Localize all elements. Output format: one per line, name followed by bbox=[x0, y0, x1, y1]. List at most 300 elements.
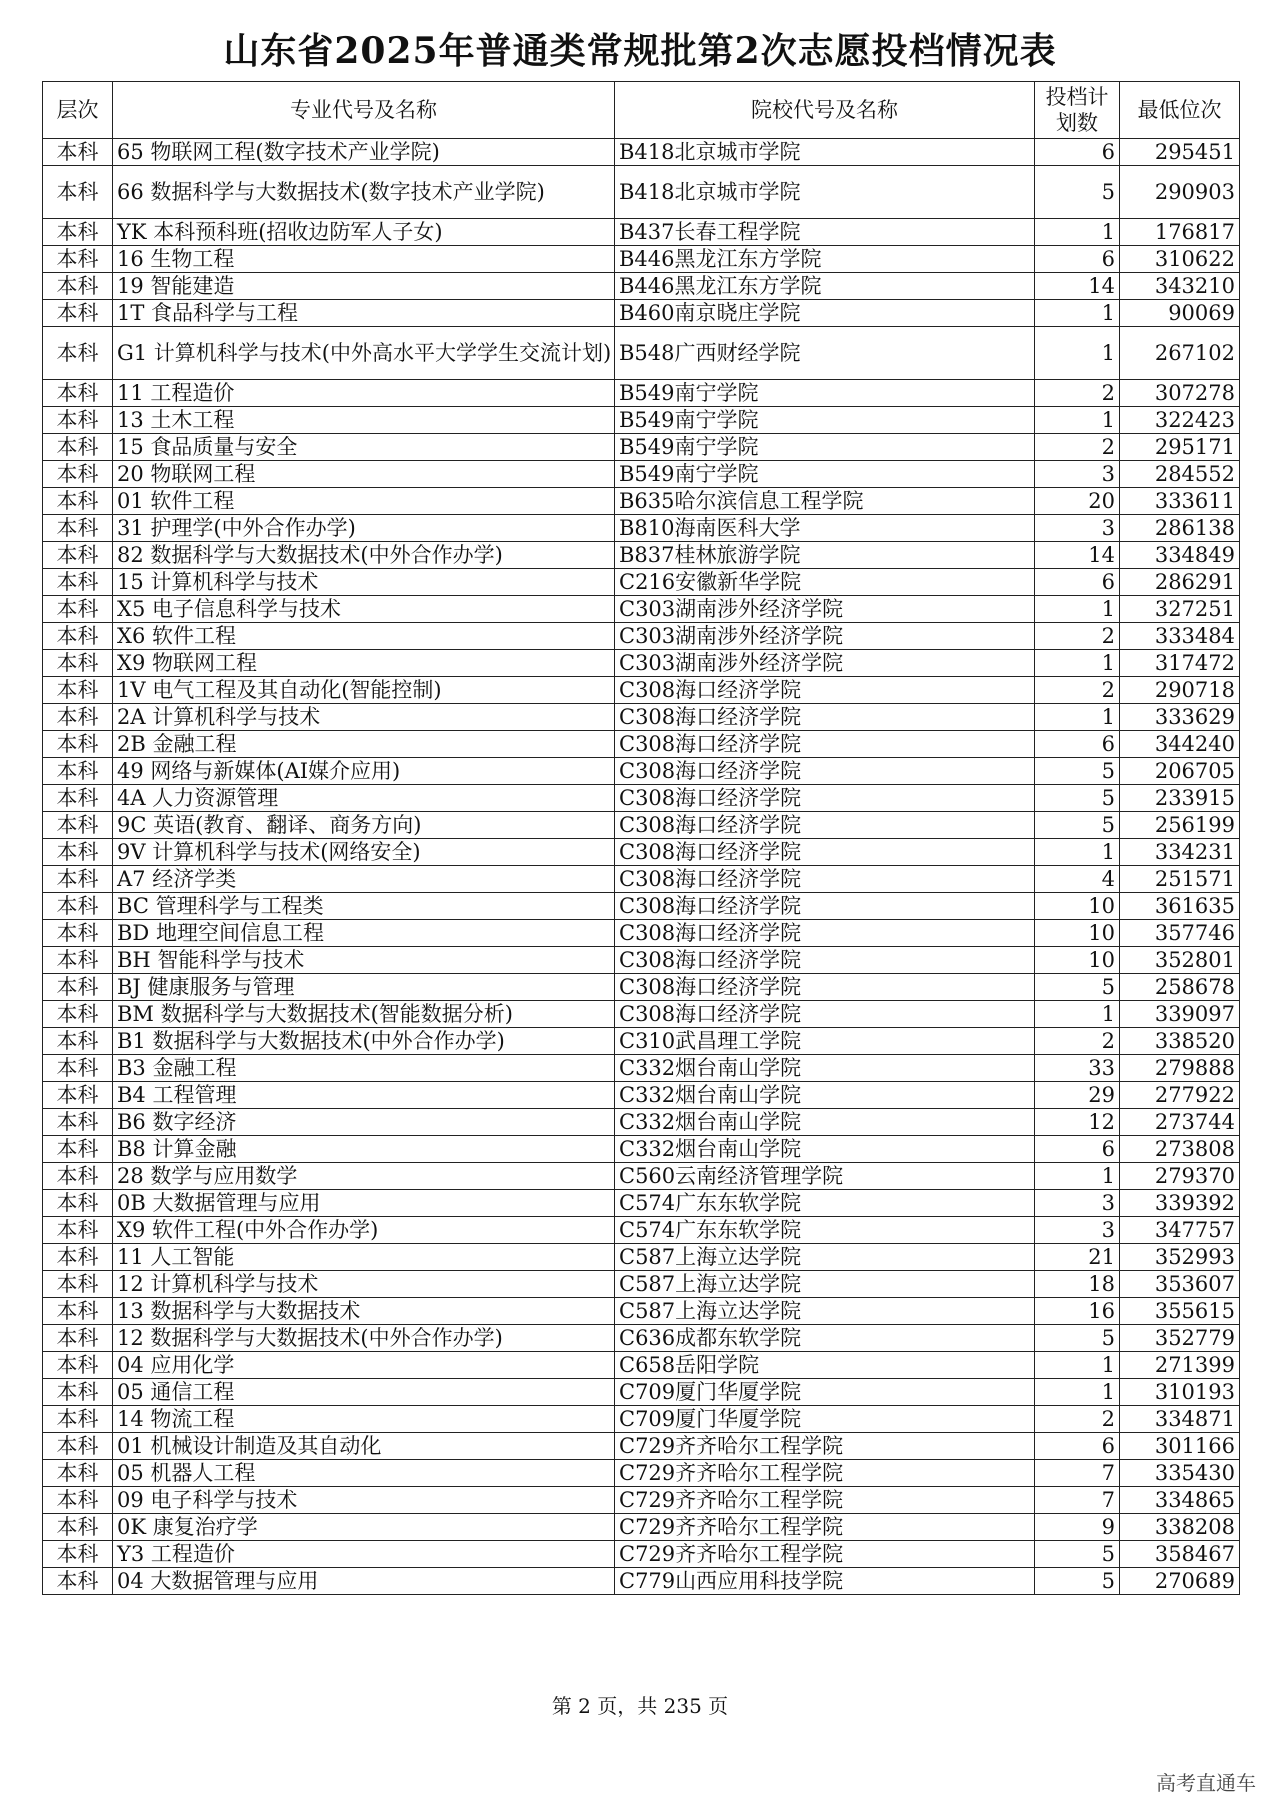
cell-plan: 1 bbox=[1035, 300, 1120, 327]
cell-school: C729齐齐哈尔工程学院 bbox=[615, 1433, 1035, 1460]
page-footer: 第 2 页，共 235 页 bbox=[551, 1694, 729, 1718]
cell-major: 2A 计算机科学与技术 bbox=[113, 704, 615, 731]
table-row bbox=[43, 974, 1240, 1001]
table-row bbox=[43, 246, 1240, 273]
cell-rank: 334849 bbox=[1120, 542, 1240, 569]
cell-major: 31 护理学(中外合作办学) bbox=[113, 515, 615, 542]
cell-school: B549南宁学院 bbox=[615, 407, 1035, 434]
table-row bbox=[43, 1136, 1240, 1163]
cell-plan: 14 bbox=[1035, 542, 1120, 569]
cell-school: C709厦门华厦学院 bbox=[615, 1379, 1035, 1406]
cell-level: 本科 bbox=[43, 1514, 113, 1541]
cell-plan: 12 bbox=[1035, 1109, 1120, 1136]
cell-major: B3 金融工程 bbox=[113, 1055, 615, 1082]
cell-level: 本科 bbox=[43, 893, 113, 920]
cell-rank: 290903 bbox=[1120, 166, 1240, 219]
admission-table bbox=[42, 81, 1240, 1595]
cell-plan: 1 bbox=[1035, 327, 1120, 380]
cell-plan: 14 bbox=[1035, 273, 1120, 300]
cell-rank: 333629 bbox=[1120, 704, 1240, 731]
cell-level: 本科 bbox=[43, 758, 113, 785]
header-row bbox=[43, 82, 1240, 139]
table-row bbox=[43, 1190, 1240, 1217]
cell-rank: 310193 bbox=[1120, 1379, 1240, 1406]
cell-school: C587上海立达学院 bbox=[615, 1271, 1035, 1298]
cell-major: 4A 人力资源管理 bbox=[113, 785, 615, 812]
cell-level: 本科 bbox=[43, 327, 113, 380]
cell-plan: 9 bbox=[1035, 1514, 1120, 1541]
header-level: 层次 bbox=[43, 82, 113, 139]
cell-rank: 352993 bbox=[1120, 1244, 1240, 1271]
cell-school: C308海口经济学院 bbox=[615, 1001, 1035, 1028]
table-row bbox=[43, 1244, 1240, 1271]
cell-rank: 277922 bbox=[1120, 1082, 1240, 1109]
cell-level: 本科 bbox=[43, 488, 113, 515]
cell-level: 本科 bbox=[43, 1352, 113, 1379]
header-rank: 最低位次 bbox=[1120, 82, 1240, 139]
cell-school: C303湖南涉外经济学院 bbox=[615, 623, 1035, 650]
cell-major: Y3 工程造价 bbox=[113, 1541, 615, 1568]
cell-school: C332烟台南山学院 bbox=[615, 1136, 1035, 1163]
cell-rank: 357746 bbox=[1120, 920, 1240, 947]
table-row bbox=[43, 785, 1240, 812]
watermark-text: 高考直通车 bbox=[1156, 1771, 1256, 1795]
cell-level: 本科 bbox=[43, 1406, 113, 1433]
cell-major: 01 机械设计制造及其自动化 bbox=[113, 1433, 615, 1460]
table-row bbox=[43, 704, 1240, 731]
cell-level: 本科 bbox=[43, 623, 113, 650]
cell-level: 本科 bbox=[43, 731, 113, 758]
table-row bbox=[43, 461, 1240, 488]
cell-school: C332烟台南山学院 bbox=[615, 1082, 1035, 1109]
cell-plan: 5 bbox=[1035, 166, 1120, 219]
cell-level: 本科 bbox=[43, 380, 113, 407]
cell-school: C332烟台南山学院 bbox=[615, 1055, 1035, 1082]
table-row bbox=[43, 839, 1240, 866]
cell-rank: 290718 bbox=[1120, 677, 1240, 704]
cell-school: C308海口经济学院 bbox=[615, 893, 1035, 920]
table-row bbox=[43, 407, 1240, 434]
cell-major: BJ 健康服务与管理 bbox=[113, 974, 615, 1001]
cell-plan: 5 bbox=[1035, 785, 1120, 812]
cell-rank: 317472 bbox=[1120, 650, 1240, 677]
table-row bbox=[43, 812, 1240, 839]
cell-rank: 286291 bbox=[1120, 569, 1240, 596]
cell-rank: 258678 bbox=[1120, 974, 1240, 1001]
cell-level: 本科 bbox=[43, 434, 113, 461]
cell-school: C308海口经济学院 bbox=[615, 839, 1035, 866]
cell-school: C636成都东软学院 bbox=[615, 1325, 1035, 1352]
cell-school: C779山西应用科技学院 bbox=[615, 1568, 1035, 1595]
table-row bbox=[43, 569, 1240, 596]
cell-rank: 270689 bbox=[1120, 1568, 1240, 1595]
cell-major: 9C 英语(教育、翻译、商务方向) bbox=[113, 812, 615, 839]
cell-level: 本科 bbox=[43, 1109, 113, 1136]
cell-rank: 301166 bbox=[1120, 1433, 1240, 1460]
cell-major: 28 数学与应用数学 bbox=[113, 1163, 615, 1190]
table-row bbox=[43, 623, 1240, 650]
cell-major: 20 物联网工程 bbox=[113, 461, 615, 488]
cell-rank: 284552 bbox=[1120, 461, 1240, 488]
table-row bbox=[43, 866, 1240, 893]
cell-school: C709厦门华厦学院 bbox=[615, 1406, 1035, 1433]
cell-level: 本科 bbox=[43, 650, 113, 677]
cell-school: B460南京晓庄学院 bbox=[615, 300, 1035, 327]
cell-major: 0B 大数据管理与应用 bbox=[113, 1190, 615, 1217]
cell-school: B437长春工程学院 bbox=[615, 219, 1035, 246]
cell-level: 本科 bbox=[43, 273, 113, 300]
cell-plan: 6 bbox=[1035, 1136, 1120, 1163]
cell-plan: 1 bbox=[1035, 1379, 1120, 1406]
cell-school: C308海口经济学院 bbox=[615, 758, 1035, 785]
cell-plan: 1 bbox=[1035, 650, 1120, 677]
cell-major: 82 数据科学与大数据技术(中外合作办学) bbox=[113, 542, 615, 569]
cell-plan: 21 bbox=[1035, 1244, 1120, 1271]
cell-plan: 10 bbox=[1035, 947, 1120, 974]
cell-major: G1 计算机科学与技术(中外高水平大学学生交流计划) bbox=[113, 327, 615, 380]
cell-plan: 16 bbox=[1035, 1298, 1120, 1325]
cell-level: 本科 bbox=[43, 1379, 113, 1406]
cell-school: C308海口经济学院 bbox=[615, 812, 1035, 839]
cell-major: 15 食品质量与安全 bbox=[113, 434, 615, 461]
cell-school: C574广东东软学院 bbox=[615, 1190, 1035, 1217]
cell-rank: 295171 bbox=[1120, 434, 1240, 461]
cell-level: 本科 bbox=[43, 1433, 113, 1460]
table-row bbox=[43, 1082, 1240, 1109]
cell-school: C308海口经济学院 bbox=[615, 947, 1035, 974]
table-row bbox=[43, 1217, 1240, 1244]
header-plan: 投档计划数 bbox=[1035, 82, 1120, 139]
cell-plan: 2 bbox=[1035, 677, 1120, 704]
table-row bbox=[43, 1352, 1240, 1379]
cell-level: 本科 bbox=[43, 839, 113, 866]
cell-plan: 5 bbox=[1035, 1541, 1120, 1568]
cell-school: B418北京城市学院 bbox=[615, 166, 1035, 219]
cell-major: 16 生物工程 bbox=[113, 246, 615, 273]
table-row bbox=[43, 300, 1240, 327]
table-row bbox=[43, 920, 1240, 947]
cell-school: C658岳阳学院 bbox=[615, 1352, 1035, 1379]
cell-plan: 6 bbox=[1035, 569, 1120, 596]
cell-rank: 267102 bbox=[1120, 327, 1240, 380]
cell-level: 本科 bbox=[43, 1244, 113, 1271]
cell-school: C308海口经济学院 bbox=[615, 974, 1035, 1001]
cell-level: 本科 bbox=[43, 1460, 113, 1487]
cell-major: 19 智能建造 bbox=[113, 273, 615, 300]
header-major: 专业代号及名称 bbox=[113, 82, 615, 139]
cell-major: 09 电子科学与技术 bbox=[113, 1487, 615, 1514]
cell-major: 9V 计算机科学与技术(网络安全) bbox=[113, 839, 615, 866]
table-row bbox=[43, 947, 1240, 974]
table-header bbox=[43, 82, 1240, 139]
cell-level: 本科 bbox=[43, 219, 113, 246]
cell-rank: 90069 bbox=[1120, 300, 1240, 327]
table-row bbox=[43, 1487, 1240, 1514]
cell-level: 本科 bbox=[43, 812, 113, 839]
cell-plan: 3 bbox=[1035, 515, 1120, 542]
cell-level: 本科 bbox=[43, 947, 113, 974]
table-row bbox=[43, 488, 1240, 515]
cell-level: 本科 bbox=[43, 407, 113, 434]
cell-rank: 279888 bbox=[1120, 1055, 1240, 1082]
cell-major: A7 经济学类 bbox=[113, 866, 615, 893]
cell-plan: 2 bbox=[1035, 623, 1120, 650]
cell-major: BD 地理空间信息工程 bbox=[113, 920, 615, 947]
cell-rank: 310622 bbox=[1120, 246, 1240, 273]
table-row bbox=[43, 893, 1240, 920]
cell-school: C587上海立达学院 bbox=[615, 1244, 1035, 1271]
cell-major: 04 应用化学 bbox=[113, 1352, 615, 1379]
cell-school: C308海口经济学院 bbox=[615, 677, 1035, 704]
cell-rank: 271399 bbox=[1120, 1352, 1240, 1379]
cell-plan: 6 bbox=[1035, 246, 1120, 273]
cell-major: B4 工程管理 bbox=[113, 1082, 615, 1109]
cell-major: 0K 康复治疗学 bbox=[113, 1514, 615, 1541]
cell-major: 12 计算机科学与技术 bbox=[113, 1271, 615, 1298]
cell-school: C587上海立达学院 bbox=[615, 1298, 1035, 1325]
cell-level: 本科 bbox=[43, 866, 113, 893]
cell-major: 49 网络与新媒体(AI媒介应用) bbox=[113, 758, 615, 785]
cell-school: C332烟台南山学院 bbox=[615, 1109, 1035, 1136]
cell-rank: 352801 bbox=[1120, 947, 1240, 974]
cell-school: C303湖南涉外经济学院 bbox=[615, 596, 1035, 623]
cell-plan: 5 bbox=[1035, 758, 1120, 785]
cell-rank: 233915 bbox=[1120, 785, 1240, 812]
cell-rank: 339097 bbox=[1120, 1001, 1240, 1028]
cell-plan: 10 bbox=[1035, 920, 1120, 947]
cell-major: 12 数据科学与大数据技术(中外合作办学) bbox=[113, 1325, 615, 1352]
table-row bbox=[43, 515, 1240, 542]
table-row bbox=[43, 596, 1240, 623]
cell-level: 本科 bbox=[43, 1541, 113, 1568]
cell-plan: 1 bbox=[1035, 839, 1120, 866]
cell-plan: 10 bbox=[1035, 893, 1120, 920]
cell-rank: 286138 bbox=[1120, 515, 1240, 542]
cell-major: X5 电子信息科学与技术 bbox=[113, 596, 615, 623]
cell-level: 本科 bbox=[43, 246, 113, 273]
cell-major: 04 大数据管理与应用 bbox=[113, 1568, 615, 1595]
cell-school: B635哈尔滨信息工程学院 bbox=[615, 488, 1035, 515]
cell-rank: 295451 bbox=[1120, 139, 1240, 166]
cell-rank: 347757 bbox=[1120, 1217, 1240, 1244]
table-row bbox=[43, 758, 1240, 785]
cell-rank: 352779 bbox=[1120, 1325, 1240, 1352]
cell-school: C729齐齐哈尔工程学院 bbox=[615, 1487, 1035, 1514]
cell-plan: 3 bbox=[1035, 1190, 1120, 1217]
cell-rank: 273808 bbox=[1120, 1136, 1240, 1163]
cell-major: 65 物联网工程(数字技术产业学院) bbox=[113, 139, 615, 166]
cell-level: 本科 bbox=[43, 1082, 113, 1109]
cell-school: C308海口经济学院 bbox=[615, 866, 1035, 893]
cell-rank: 176817 bbox=[1120, 219, 1240, 246]
cell-plan: 1 bbox=[1035, 1001, 1120, 1028]
cell-level: 本科 bbox=[43, 1001, 113, 1028]
table-row bbox=[43, 1055, 1240, 1082]
cell-level: 本科 bbox=[43, 300, 113, 327]
cell-level: 本科 bbox=[43, 704, 113, 731]
cell-level: 本科 bbox=[43, 1325, 113, 1352]
cell-rank: 355615 bbox=[1120, 1298, 1240, 1325]
cell-school: C729齐齐哈尔工程学院 bbox=[615, 1541, 1035, 1568]
cell-rank: 333484 bbox=[1120, 623, 1240, 650]
cell-level: 本科 bbox=[43, 677, 113, 704]
cell-rank: 273744 bbox=[1120, 1109, 1240, 1136]
cell-school: C560云南经济管理学院 bbox=[615, 1163, 1035, 1190]
header-school: 院校代号及名称 bbox=[615, 82, 1035, 139]
table-row bbox=[43, 1460, 1240, 1487]
cell-rank: 335430 bbox=[1120, 1460, 1240, 1487]
cell-major: X9 物联网工程 bbox=[113, 650, 615, 677]
cell-plan: 20 bbox=[1035, 488, 1120, 515]
cell-rank: 343210 bbox=[1120, 273, 1240, 300]
cell-school: C308海口经济学院 bbox=[615, 731, 1035, 758]
cell-major: 66 数据科学与大数据技术(数字技术产业学院) bbox=[113, 166, 615, 219]
cell-major: 1V 电气工程及其自动化(智能控制) bbox=[113, 677, 615, 704]
table-row bbox=[43, 1298, 1240, 1325]
cell-rank: 333611 bbox=[1120, 488, 1240, 515]
cell-school: B446黑龙江东方学院 bbox=[615, 273, 1035, 300]
table-row bbox=[43, 1541, 1240, 1568]
cell-plan: 3 bbox=[1035, 1217, 1120, 1244]
cell-level: 本科 bbox=[43, 515, 113, 542]
cell-plan: 1 bbox=[1035, 1352, 1120, 1379]
cell-major: BM 数据科学与大数据技术(智能数据分析) bbox=[113, 1001, 615, 1028]
cell-level: 本科 bbox=[43, 1568, 113, 1595]
cell-rank: 361635 bbox=[1120, 893, 1240, 920]
cell-school: C308海口经济学院 bbox=[615, 704, 1035, 731]
cell-level: 本科 bbox=[43, 1028, 113, 1055]
table-row bbox=[43, 1271, 1240, 1298]
table-row bbox=[43, 650, 1240, 677]
page-title: 山东省2025年普通类常规批第2次志愿投档情况表 bbox=[223, 30, 1057, 72]
table-row bbox=[43, 273, 1240, 300]
cell-plan: 4 bbox=[1035, 866, 1120, 893]
cell-school: C729齐齐哈尔工程学院 bbox=[615, 1514, 1035, 1541]
cell-level: 本科 bbox=[43, 461, 113, 488]
cell-rank: 358467 bbox=[1120, 1541, 1240, 1568]
cell-major: BC 管理科学与工程类 bbox=[113, 893, 615, 920]
table-row bbox=[43, 677, 1240, 704]
cell-rank: 338208 bbox=[1120, 1514, 1240, 1541]
cell-major: X9 软件工程(中外合作办学) bbox=[113, 1217, 615, 1244]
cell-level: 本科 bbox=[43, 1487, 113, 1514]
cell-school: B446黑龙江东方学院 bbox=[615, 246, 1035, 273]
cell-plan: 2 bbox=[1035, 380, 1120, 407]
cell-level: 本科 bbox=[43, 1190, 113, 1217]
cell-rank: 251571 bbox=[1120, 866, 1240, 893]
cell-level: 本科 bbox=[43, 1217, 113, 1244]
cell-level: 本科 bbox=[43, 920, 113, 947]
cell-major: 2B 金融工程 bbox=[113, 731, 615, 758]
cell-major: B1 数据科学与大数据技术(中外合作办学) bbox=[113, 1028, 615, 1055]
table-row bbox=[43, 1001, 1240, 1028]
cell-major: BH 智能科学与技术 bbox=[113, 947, 615, 974]
table-row bbox=[43, 166, 1240, 219]
cell-school: C308海口经济学院 bbox=[615, 785, 1035, 812]
table-row bbox=[43, 380, 1240, 407]
cell-major: 14 物流工程 bbox=[113, 1406, 615, 1433]
cell-rank: 256199 bbox=[1120, 812, 1240, 839]
cell-plan: 1 bbox=[1035, 219, 1120, 246]
cell-major: YK 本科预科班(招收边防军人子女) bbox=[113, 219, 615, 246]
cell-plan: 29 bbox=[1035, 1082, 1120, 1109]
cell-school: B549南宁学院 bbox=[615, 380, 1035, 407]
cell-rank: 339392 bbox=[1120, 1190, 1240, 1217]
cell-level: 本科 bbox=[43, 1271, 113, 1298]
table-row bbox=[43, 327, 1240, 380]
cell-level: 本科 bbox=[43, 785, 113, 812]
cell-plan: 2 bbox=[1035, 1028, 1120, 1055]
cell-school: B548广西财经学院 bbox=[615, 327, 1035, 380]
cell-major: 13 数据科学与大数据技术 bbox=[113, 1298, 615, 1325]
cell-rank: 307278 bbox=[1120, 380, 1240, 407]
cell-major: 11 人工智能 bbox=[113, 1244, 615, 1271]
cell-major: 13 土木工程 bbox=[113, 407, 615, 434]
cell-level: 本科 bbox=[43, 166, 113, 219]
cell-level: 本科 bbox=[43, 139, 113, 166]
cell-major: 05 机器人工程 bbox=[113, 1460, 615, 1487]
table-row bbox=[43, 1568, 1240, 1595]
cell-level: 本科 bbox=[43, 569, 113, 596]
cell-major: B8 计算金融 bbox=[113, 1136, 615, 1163]
cell-plan: 6 bbox=[1035, 139, 1120, 166]
cell-plan: 2 bbox=[1035, 1406, 1120, 1433]
table-row bbox=[43, 1325, 1240, 1352]
cell-plan: 18 bbox=[1035, 1271, 1120, 1298]
cell-plan: 1 bbox=[1035, 704, 1120, 731]
cell-major: 11 工程造价 bbox=[113, 380, 615, 407]
cell-rank: 344240 bbox=[1120, 731, 1240, 758]
cell-plan: 33 bbox=[1035, 1055, 1120, 1082]
cell-school: B549南宁学院 bbox=[615, 434, 1035, 461]
cell-school: C216安徽新华学院 bbox=[615, 569, 1035, 596]
cell-rank: 206705 bbox=[1120, 758, 1240, 785]
cell-plan: 6 bbox=[1035, 1433, 1120, 1460]
cell-major: B6 数字经济 bbox=[113, 1109, 615, 1136]
cell-major: 01 软件工程 bbox=[113, 488, 615, 515]
table-row bbox=[43, 1406, 1240, 1433]
cell-level: 本科 bbox=[43, 1298, 113, 1325]
cell-plan: 1 bbox=[1035, 596, 1120, 623]
cell-level: 本科 bbox=[43, 1136, 113, 1163]
cell-plan: 7 bbox=[1035, 1460, 1120, 1487]
cell-plan: 6 bbox=[1035, 731, 1120, 758]
cell-rank: 279370 bbox=[1120, 1163, 1240, 1190]
cell-rank: 322423 bbox=[1120, 407, 1240, 434]
cell-school: B418北京城市学院 bbox=[615, 139, 1035, 166]
cell-school: C574广东东软学院 bbox=[615, 1217, 1035, 1244]
table-row bbox=[43, 731, 1240, 758]
cell-plan: 1 bbox=[1035, 407, 1120, 434]
cell-major: 05 通信工程 bbox=[113, 1379, 615, 1406]
cell-school: B549南宁学院 bbox=[615, 461, 1035, 488]
table-row bbox=[43, 1433, 1240, 1460]
cell-level: 本科 bbox=[43, 542, 113, 569]
cell-plan: 2 bbox=[1035, 434, 1120, 461]
table-row bbox=[43, 542, 1240, 569]
cell-school: C303湖南涉外经济学院 bbox=[615, 650, 1035, 677]
cell-school: B810海南医科大学 bbox=[615, 515, 1035, 542]
cell-plan: 3 bbox=[1035, 461, 1120, 488]
cell-plan: 5 bbox=[1035, 974, 1120, 1001]
table-row bbox=[43, 1379, 1240, 1406]
cell-plan: 1 bbox=[1035, 1163, 1120, 1190]
cell-level: 本科 bbox=[43, 1055, 113, 1082]
table-row bbox=[43, 219, 1240, 246]
cell-rank: 353607 bbox=[1120, 1271, 1240, 1298]
cell-major: 1T 食品科学与工程 bbox=[113, 300, 615, 327]
cell-major: 15 计算机科学与技术 bbox=[113, 569, 615, 596]
